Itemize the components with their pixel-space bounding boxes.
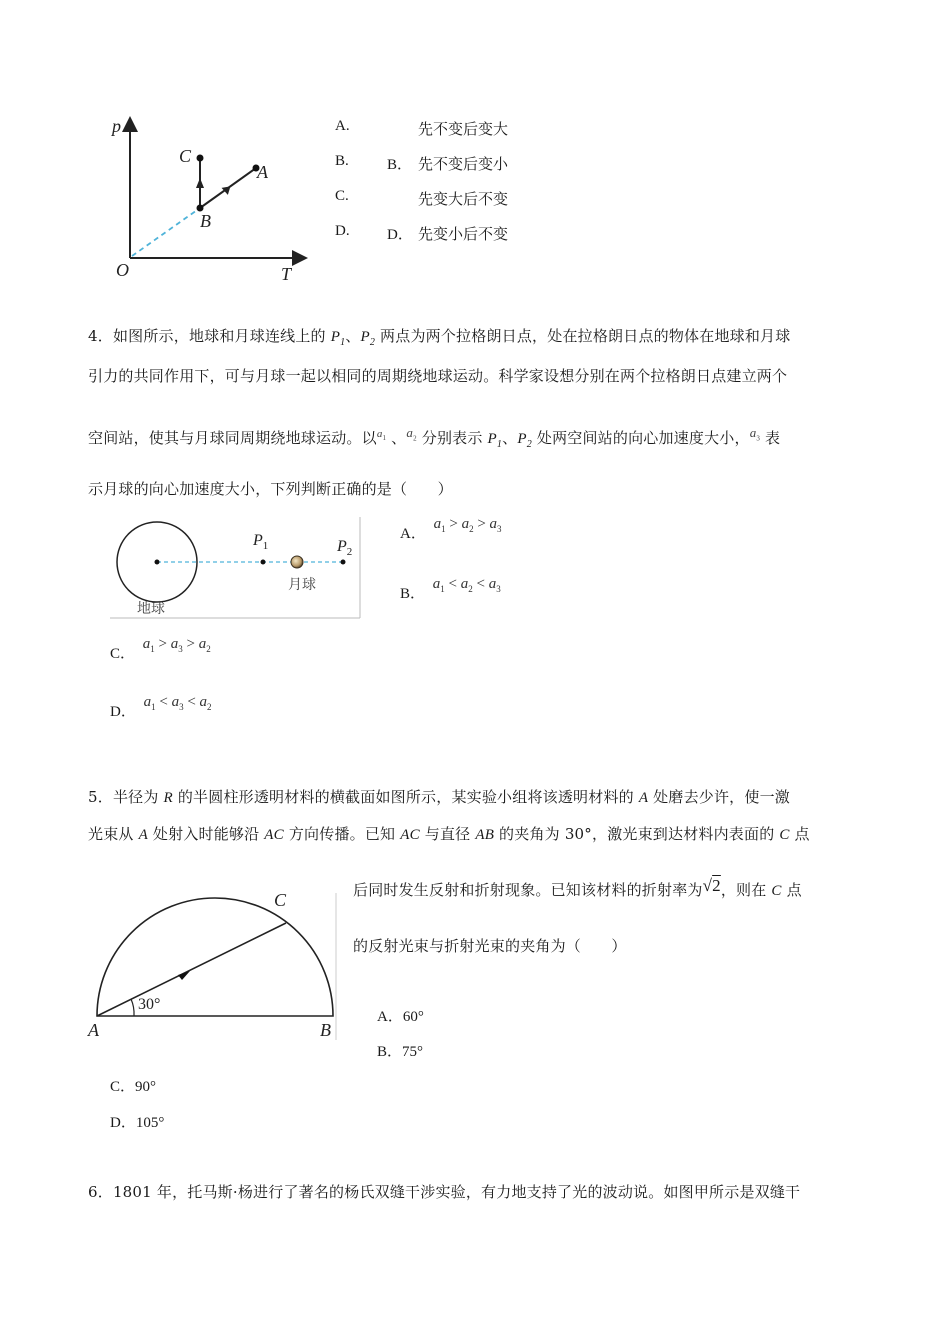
option-expr: $a_1 > a_2 > a_3$	[433, 516, 502, 534]
option-letter: D.	[335, 223, 350, 239]
option-text: 先不变后变大	[418, 122, 509, 138]
point-c-label: C	[179, 146, 192, 166]
origin-label: O	[116, 260, 129, 280]
q4-line-2: 引力的共同作用下，可与月球一起以相同的周期绕地球运动。科学家设想分别在两个拉格朗日点建立两个	[88, 367, 788, 385]
q4-line-1: 4．如图所示，地球和月球连线上的 $P_1$、$P_2$ 两点为两个拉格朗日点，处在拉格朗日点的物体在地球和月球	[88, 327, 791, 348]
q5-line-2: 光束从 A 处射入时能够沿 AC 方向传播。已知 AC 与直径 AB 的夹角为 30°，激光束到达材料内表面的 C 点	[88, 825, 810, 843]
q4-earth-moon-figure	[108, 512, 364, 622]
earth-label: 地球	[137, 601, 165, 617]
q5-line-4: 的反射光束与折射光束的夹角为（ ）	[353, 937, 627, 955]
point-a-label: A	[257, 162, 268, 182]
option-text: 先不变后变小	[418, 157, 509, 173]
q3-option-a[interactable]	[335, 118, 509, 138]
option-expr: $a_1 > a_3 > a_2$	[142, 636, 211, 654]
q6-line-1: 6．1801 年，托马斯·杨进行了著名的杨氏双缝干涉实验，有力地支持了光的波动说。如图甲所示是双缝干	[88, 1183, 801, 1201]
q4-option-a[interactable]: A． $a_1 > a_2 > a_3$	[400, 516, 502, 542]
q4-line-3: 空间站，使其与月球同周期绕地球运动。以$^{a_1}$ 、$a_2$ 分别表示 $P_1$、$P_2$ 处两空间站的向心加速度大小，$a_3$ 表	[88, 425, 781, 450]
option-text: 先变大后不变	[418, 192, 509, 208]
axis-t-label: T	[281, 264, 292, 284]
q5-semicircle-figure	[86, 888, 342, 1048]
q4-line-4: 示月球的向心加速度大小，下列判断正确的是（ ）	[88, 480, 453, 498]
point-b-label: B	[200, 211, 211, 231]
a1-symbol: a1	[376, 428, 387, 443]
p1-label: $P_1$	[253, 532, 269, 553]
q5-line-3: 后同时发生反射和折射现象。已知该材料的折射率为√2，则在 C 点	[353, 876, 802, 899]
q3-pt-graph	[100, 112, 310, 287]
option-prefix: D．	[387, 227, 413, 243]
pt-graph-svg	[100, 112, 310, 287]
option-letter: B.	[335, 153, 349, 169]
q3-option-d[interactable]	[335, 223, 509, 243]
option-prefix: B．	[387, 157, 413, 173]
q5-option-a[interactable]: A．60°	[377, 1009, 424, 1025]
q3-option-b[interactable]	[335, 153, 509, 173]
option-expr: $a_1 < a_3 < a_2$	[143, 694, 212, 712]
point-a-label: A	[88, 1020, 99, 1040]
option-letter: A.	[335, 118, 350, 134]
a3-symbol: $a_3$	[749, 425, 761, 443]
semicircle-svg	[86, 888, 342, 1048]
p2-label: $P_2$	[337, 538, 353, 559]
q4-option-b[interactable]: B． $a_1 < a_2 < a_3$	[400, 576, 501, 602]
q4-option-d[interactable]: D． $a_1 < a_3 < a_2$	[110, 694, 212, 720]
sqrt-symbol: √2	[702, 876, 721, 895]
point-b-label: B	[320, 1020, 331, 1040]
a2-symbol: $a_2$	[406, 425, 417, 443]
moon-label: 月球	[288, 577, 316, 593]
q5-line-1: 5．半径为 R 的半圆柱形透明材料的横截面如图所示，某实验小组将该透明材料的 A 处磨去少许，使一激	[88, 788, 790, 806]
option-letter: C.	[335, 188, 349, 204]
q5-option-d[interactable]: D．105°	[110, 1115, 165, 1131]
point-c-label: C	[274, 890, 287, 910]
q3-option-c[interactable]	[335, 188, 509, 208]
angle-label: 30°	[138, 996, 161, 1013]
q4-option-c[interactable]: C． $a_1 > a_3 > a_2$	[110, 636, 211, 662]
q5-option-c[interactable]: C．90°	[110, 1079, 157, 1095]
option-expr: $a_1 < a_2 < a_3$	[432, 576, 501, 594]
option-text: 先变小后不变	[418, 227, 509, 243]
axis-p-label: p	[112, 116, 121, 136]
q5-option-b[interactable]: B．75°	[377, 1044, 424, 1060]
